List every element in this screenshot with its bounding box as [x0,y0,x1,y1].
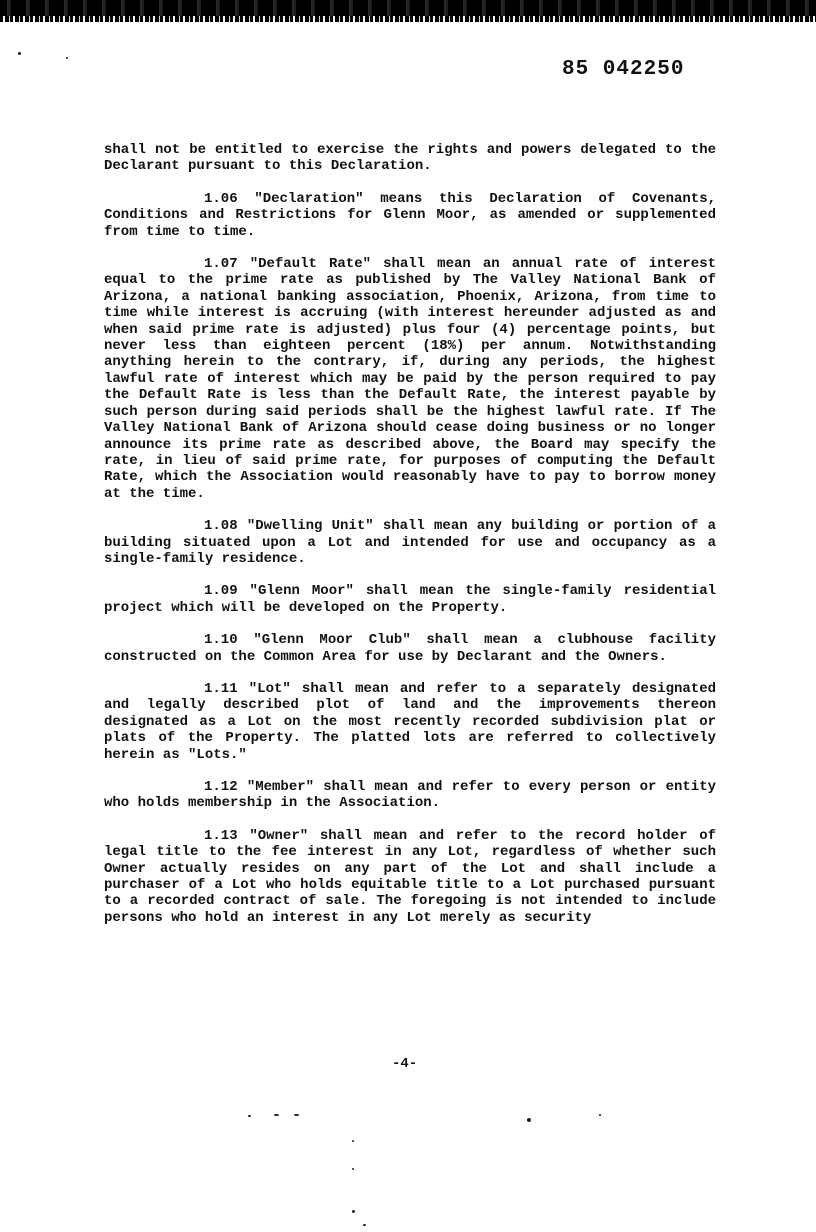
scan-border [0,0,816,22]
section-number: 1.07 [204,256,238,273]
section-number: 1.12 [204,779,238,795]
section-number: 1.10 [204,632,238,649]
scan-speck [294,1114,299,1116]
paragraph-text: "Lot" shall mean and refer to a separately designated and legally described plot of land and the improvements thereon designated as a Lot on the most recently recorded subdivision plat or plats of the Property. The platted lots are referred to collectively herein as "Lots." [104,680,716,763]
section-number: 1.09 [204,583,238,600]
scan-speck [527,1118,531,1122]
paragraph-1-09 [104,583,716,616]
paragraph-text: "Member" shall mean and refer to every person or entity who holds membership in the Association. [104,779,717,812]
paragraph-1-10 [104,632,716,665]
scan-speck [248,1115,251,1117]
scan-speck [274,1114,279,1116]
paragraph-text: "Dwelling Unit" shall mean any building or portion of a building situated upon a Lot and intended for use and occupancy as a single-family residence. [104,518,717,567]
paragraph-1-13 [104,828,716,926]
paragraph-text: "Glenn Moor Club" shall mean a clubhouse facility constructed on the Common Area for use by Declarant and the Owners. [104,632,717,665]
paragraph-1-12 [104,779,716,812]
scan-speck [599,1114,601,1116]
paragraph-text: "Owner" shall mean and refer to the record holder of legal title to the fee interest in any Lot, regardless of whether such Owner actually resides on any part of the Lot and shall include a purchaser of a Lot who holds equitable title to a Lot purchased pursuant to a recorded contract of sale. The foregoing is not intended to include persons who hold an interest in any Lot merely as security [104,827,716,926]
paragraph-1-07 [104,256,716,502]
page-number: -4- [392,1056,418,1072]
paragraph-1-11 [104,681,716,763]
paragraph-text: "Default Rate" shall mean an annual rate of interest equal to the prime rate as published by The Valley National Bank of Arizona, a national banking association, Phoenix, Arizona, from time to time while interest is accruing (with interest hereunder adjusted as and when said prime rate is adjusted) plus four (4) percentage points, but never less than eighteen percent (18%) per annum. Notwithstanding anything herein to the contrary, if, during any periods, the highest lawful rate of interest which may be paid by the person required to pay the Default Rate is less than the Default Rate, the interest payable by such person during said periods shall be the highest lawful rate. If The Valley National Bank of Arizona should cease doing business or no longer announce its prime rate as described above, the Board may specify the rate, in lieu of said prime rate, for purposes of computing the Default Rate, which the Association would reasonably have to pay to borrow money at the time. [104,256,717,502]
paragraph-text: "Glenn Moor" shall mean the single-family residential project which will be developed on the Property. [104,583,716,616]
scan-speck [66,57,68,59]
document-body [104,142,716,942]
section-number: 1.13 [204,827,238,844]
scan-speck [352,1140,354,1142]
paragraph-continued [104,142,716,175]
scan-speck [352,1210,355,1213]
section-number: 1.08 [204,518,238,535]
section-number: 1.06 [204,190,238,207]
section-number: 1.11 [204,680,238,697]
scan-speck [352,1168,354,1170]
document-number: 85 042250 [562,58,685,81]
scan-speck [363,1224,366,1226]
paragraph-text: shall not be entitled to exercise the rights and powers delegated to the Declarant pursuant to this Declaration. [104,142,716,175]
paragraph-1-08 [104,518,716,567]
scan-speck [18,52,21,55]
paragraph-text: "Declaration" means this Declaration of Covenants, Conditions and Restrictions for Glenn Moor, as amended or supplemented from time to time. [104,190,717,240]
paragraph-1-06 [104,191,716,240]
